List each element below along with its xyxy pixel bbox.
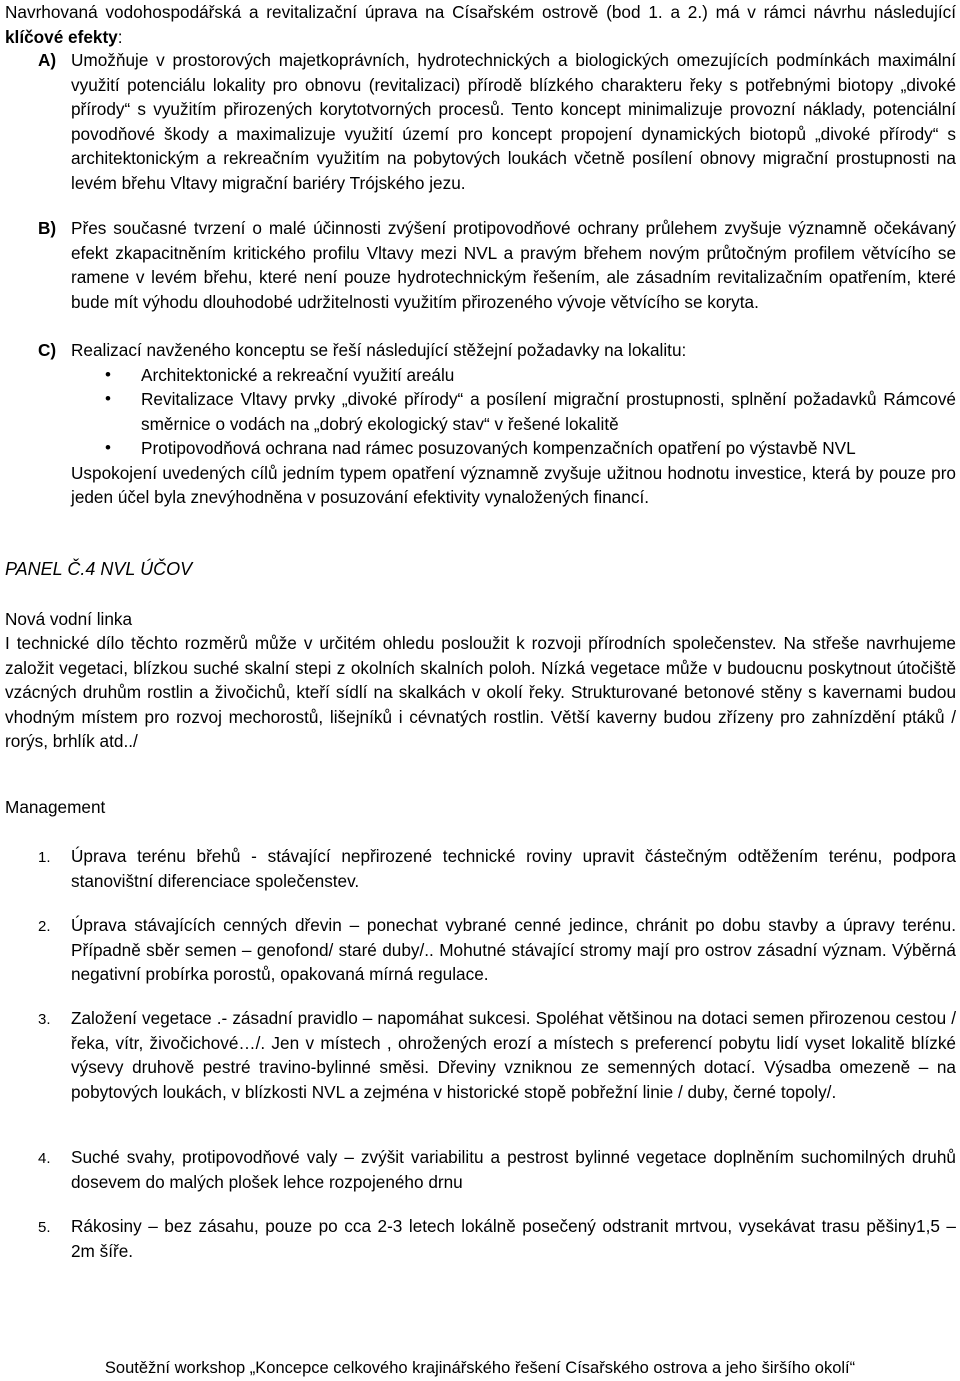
- management-item-number: 2.: [38, 918, 51, 935]
- management-item: [38, 1214, 956, 1263]
- key-effect-a-letter: A): [38, 50, 57, 70]
- intro-colon: :: [117, 26, 123, 47]
- nova-linka-text: I technické dílo těchto rozměrů může v určitém ohledu posloužit k rozvoji přírodních společenstev. Na střeše navrhujeme založit vegetaci, blízkou suché skalní stepi z okolních skalních poloh. Nízká vegetace může v budoucnu poskytnout útočiště vzácných druhům rostlin a živočichů, kteří sídlí na skalkách v okolí řeky. Strukturované betonové stěny s kavernami budou vhodným místem pro rozvoj mechorostů, lišejníků i cévnatých rostlin. Větší kaverny budou zřízeny pro zahnízdění ptáků / rorýs, brhlík atd../: [5, 633, 956, 751]
- requirement-item: • Architektonické a rekreační využití areálu: [71, 363, 956, 388]
- nova-linka-heading: Nová vodní linka: [5, 609, 133, 629]
- key-effect-c-body: [71, 338, 956, 510]
- management-item-text: Založení vegetace .- zásadní pravidlo – napomáhat sukcesi. Spoléhat většinou na dotaci semen přirozenou cestou / řeka, vítr, živočichové…/. Jen v místech , ohrožených erozí a místech s preferencí pobytu lidí vyset lokalitě blízké výsevy druhově pestré travino-bylinné směsi. Dřeviny vzniknou ze semenných dotací. Výsadba omezeně – na pobytových loukách, v blízkosti NVL a zejména v historické stopě pobřežní linie / duby, černé topoly/.: [71, 1008, 956, 1102]
- requirement-item: • Revitalizace Vltavy prvky „divoké přírody“ a posílení migrační prostupnosti, splnění požadavků Rámcové směrnice o vodách na „dobrý ekologický stav“ v řešené lokalitě: [71, 387, 956, 436]
- key-effect-a: [5, 48, 956, 195]
- management-item: [38, 1006, 956, 1104]
- management-item-text: Suché svahy, protipovodňové valy – zvýšit variabilitu a pestrost bylinné vegetace doplněním suchomilných druhů dosevem do malých plošek lehce rozpojeného drnu: [71, 1147, 956, 1192]
- management-item-number: 4.: [38, 1150, 51, 1167]
- management-item: [38, 1145, 956, 1194]
- key-effect-b-letter: B): [38, 218, 57, 238]
- management-item-text: Úprava terénu břehů - stávající nepřirozené technické roviny upravit částečným odtěžením terénu, podpora stanovištní diferenciace společenstev.: [71, 846, 956, 891]
- management-item: [38, 913, 956, 987]
- key-effect-c: [5, 338, 956, 510]
- key-effect-a-text: Umožňuje v prostorových majetkoprávních, hydrotechnických a biologických omezujících podmínkách maximální využití potenciálu lokality pro obnovu (revitalizaci) přírodě blízkého charakteru řeky s potřebnými biotopy „divoké přírody“ s využitím přirozených korytotvorných procesů. Tento koncept minimalizuje provozní náklady, potenciální povodňové škody a maximalizuje využití území pro koncept propojení dynamických biotopů „divoké přírody“ s architektonickým a rekreačním využitím na pobytových loukách včetně posílení obnovy migrační prostupnosti na levém břehu Vltavy migrační bariéry Trójského jezu.: [71, 50, 956, 193]
- management-heading: Management: [5, 797, 106, 817]
- key-effect-c-letter: C): [38, 340, 57, 360]
- intro-bold-text: klíčové efekty: [5, 26, 118, 47]
- intro-text: Navrhovaná vodohospodářská a revitalizační úprava na Císařském ostrově (bod 1. a 2.) má v rámci návrhu následující: [5, 2, 956, 22]
- intro-paragraph: [5, 0, 956, 49]
- requirement-item: • Protipovodňová ochrana nad rámec posuzovaných kompenzačních opatření po výstavbě NVL: [71, 436, 956, 461]
- key-effect-b-text: Přes současné tvrzení o malé účinnosti zvýšení protipovodňové ochrany průlehem zvyšuje významně očekávaný efekt zkapacitněním kritického profilu Vltavy mezi NVL a pravým břehem novým průtočným profilem větvícího se ramene v levém břehu, které není pouze hydrotechnickým řešením, ale zásadním revitalizačním opatřením, které bude mít výhodu dlouhodobé udržitelnosti využitím přirozeného vývoje větvícího se koryta.: [71, 218, 956, 312]
- management-item: [38, 844, 956, 893]
- panel-heading: PANEL Č.4 NVL ÚČOV: [5, 559, 193, 579]
- page-footer: Soutěžní workshop „Koncepce celkového krajinářského řešení Císařského ostrova a jeho širšího okolí“: [104, 1359, 856, 1377]
- management-item-number: 3.: [38, 1011, 51, 1028]
- management-item-text: Úprava stávajících cenných dřevin – ponechat vybrané cenné jedince, chránit po dobu stavby a úpravy terénu. Případně sběr semen – genofond/ staré duby/.. Mohutné stávající stromy mají pro ostrov zásadní význam. Výběrná negativní probírka porostů, opakovaná mírná regulace.: [71, 915, 956, 984]
- key-effect-b: [5, 216, 956, 314]
- management-item-text: Rákosiny – bez zásahu, pouze po cca 2-3 letech lokálně posečený odstranit mrtvou, vysekávat trasu pěšiny1,5 – 2m šíře.: [71, 1216, 956, 1261]
- key-effect-c-text: Realizací navženého konceptu se řeší následující stěžejní požadavky na lokalitu:: [71, 340, 687, 360]
- key-effect-c-closing: Uspokojení uvedených cílů jedním typem opatření významně zvyšuje užitnou hodnotu investice, která by pouze pro jeden účel byla znevýhodněna v posuzování efektivity vynaložených financí.: [71, 462, 956, 507]
- management-item-number: 1.: [38, 849, 51, 866]
- management-item-number: 5.: [38, 1219, 51, 1236]
- requirements-list: [71, 363, 956, 461]
